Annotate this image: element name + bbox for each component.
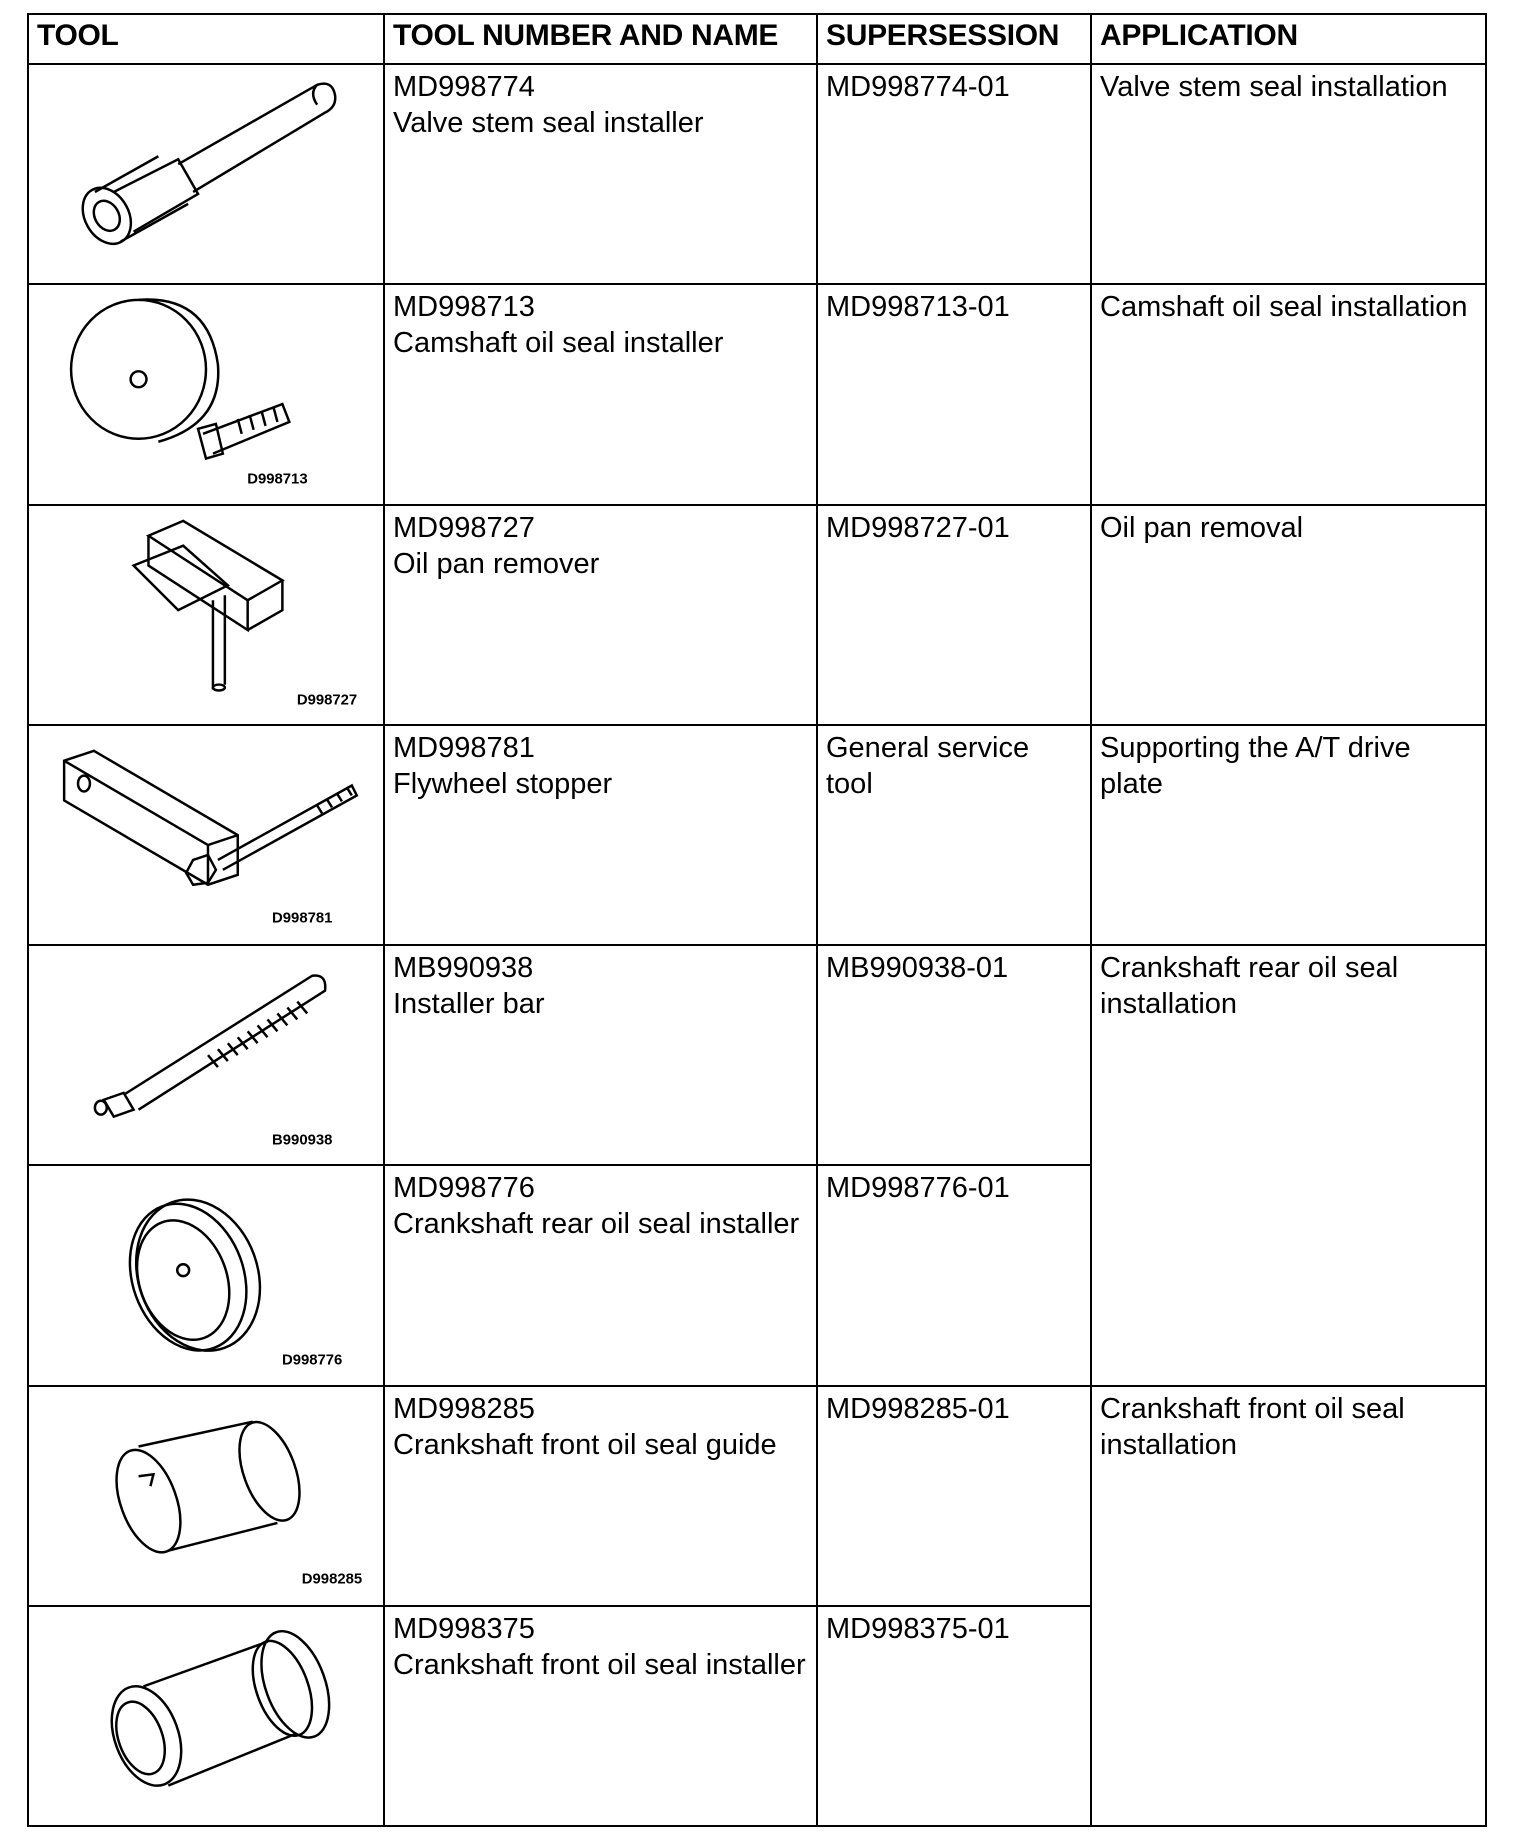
- tool-name: Crankshaft front oil seal guide: [393, 1428, 777, 1461]
- supersession-cell: MD998776-01: [817, 1165, 1091, 1385]
- supersession-cell: General service tool: [817, 725, 1091, 945]
- crankshaft-front-oil-seal-installer-icon: [29, 1607, 383, 1825]
- header-application: APPLICATION: [1091, 14, 1486, 64]
- header-supersession: SUPERSESSION: [817, 14, 1091, 64]
- tool-image-cell: [28, 1165, 384, 1385]
- tool-number-name-cell: [384, 725, 817, 945]
- tool-name: Crankshaft front oil seal installer: [393, 1648, 806, 1681]
- application-cell: Crankshaft rear oil seal installation: [1091, 945, 1486, 1386]
- tool-image-cell: [28, 1386, 384, 1606]
- table-row: [28, 1386, 1486, 1606]
- image-code: B990938: [272, 1132, 333, 1149]
- tool-name: Crankshaft rear oil seal installer: [393, 1208, 800, 1241]
- header-tool: TOOL: [28, 14, 384, 64]
- header-row: [28, 14, 1486, 64]
- tool-number: MD998774: [393, 71, 535, 103]
- image-code: D998713: [247, 471, 308, 488]
- supersession-cell: MD998713-01: [817, 284, 1091, 504]
- special-tools-table: [27, 13, 1487, 1827]
- oil-pan-remover-icon: [29, 506, 383, 724]
- tool-name: Valve stem seal installer: [393, 107, 704, 139]
- tool-image-cell: [28, 725, 384, 945]
- application-cell: Valve stem seal installation: [1091, 64, 1486, 284]
- tool-name: Camshaft oil seal installer: [393, 327, 724, 360]
- image-code: D998776: [281, 1352, 343, 1369]
- tool-number-name-cell: [384, 64, 817, 284]
- tool-number: MD998375: [393, 1612, 535, 1645]
- crankshaft-front-oil-seal-guide-icon: [29, 1387, 383, 1605]
- tool-number: MD998727: [393, 511, 535, 544]
- image-code: D998781: [272, 910, 333, 927]
- supersession-cell: MD998285-01: [817, 1386, 1091, 1606]
- tool-image-cell: [28, 284, 384, 504]
- image-code: D998285: [301, 1570, 363, 1587]
- application-cell: Crankshaft front oil seal installation: [1091, 1386, 1486, 1827]
- tool-number-name-cell: [384, 1386, 817, 1606]
- tool-image-cell: [28, 945, 384, 1165]
- tool-number: MD998776: [393, 1172, 535, 1205]
- tool-name: Oil pan remover: [393, 547, 600, 580]
- table-row: [28, 505, 1486, 725]
- table-row: [28, 64, 1486, 284]
- header-tool-number-name: TOOL NUMBER AND NAME: [384, 14, 817, 64]
- flywheel-stopper-icon: [29, 726, 383, 944]
- tool-number-name-cell: [384, 1606, 817, 1826]
- tool-name: Installer bar: [393, 988, 545, 1020]
- tool-number-name-cell: [384, 1165, 817, 1385]
- tool-image-cell: [28, 64, 384, 284]
- supersession-cell: MD998774-01: [817, 64, 1091, 284]
- tool-number-name-cell: [384, 505, 817, 725]
- application-cell: Camshaft oil seal installation: [1091, 284, 1486, 504]
- supersession-cell: MD998375-01: [817, 1606, 1091, 1826]
- supersession-cell: MB990938-01: [817, 945, 1091, 1165]
- valve-stem-seal-installer-icon: [29, 65, 383, 283]
- tool-number-name-cell: [384, 284, 817, 504]
- tool-number-name-cell: [384, 945, 817, 1165]
- application-cell: Oil pan removal: [1091, 505, 1486, 725]
- installer-bar-icon: [29, 946, 383, 1164]
- tool-image-cell: [28, 505, 384, 725]
- tool-image-cell: [28, 1606, 384, 1826]
- application-cell: Supporting the A/T drive plate: [1091, 725, 1486, 945]
- tool-number: MD998713: [393, 291, 535, 324]
- tool-number: MD998781: [393, 731, 535, 764]
- tool-number: MB990938: [393, 952, 534, 984]
- crankshaft-rear-oil-seal-installer-icon: [29, 1166, 383, 1384]
- supersession-cell: MD998727-01: [817, 505, 1091, 725]
- table-row: [28, 945, 1486, 1165]
- image-code: D998727: [296, 691, 358, 708]
- tool-number: MD998285: [393, 1392, 535, 1425]
- camshaft-oil-seal-installer-icon: [29, 285, 383, 503]
- tool-name: Flywheel stopper: [393, 767, 613, 800]
- table-row: [28, 284, 1486, 504]
- table-row: [28, 725, 1486, 945]
